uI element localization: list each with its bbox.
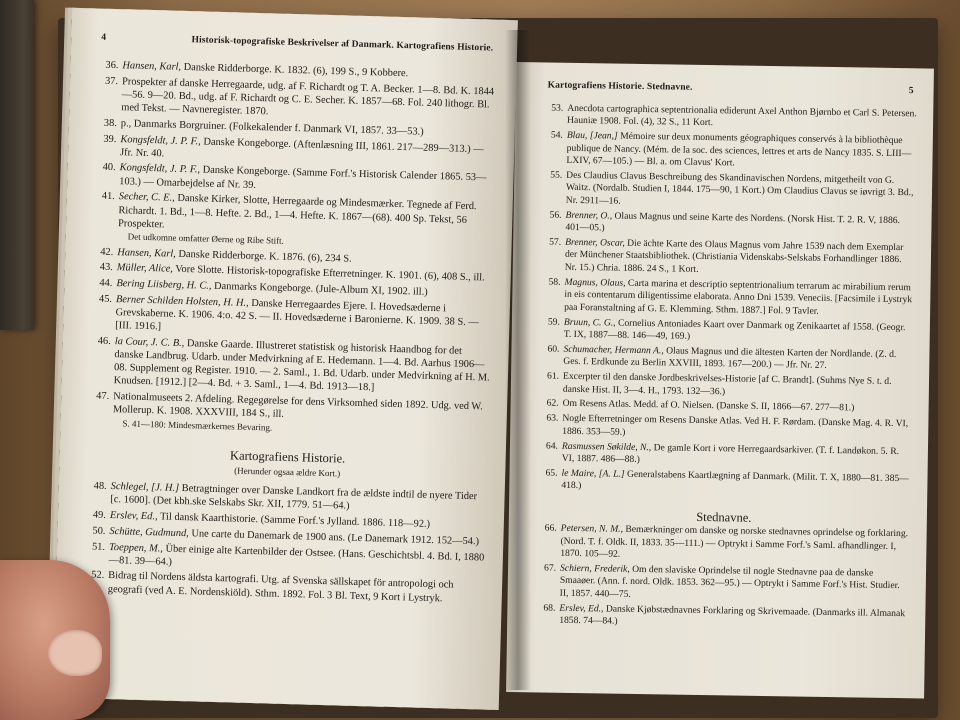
entry-text: Cornelius Antoniades Kaart over Danmark og Zenikaartet af 1558. (Geogr. T. IX, 1887—88. 146—49, 169.) bbox=[563, 317, 906, 342]
thumb bbox=[48, 630, 102, 676]
entry-number: 65. bbox=[545, 467, 558, 479]
entry-text: Carta marina et descriptio septentrionalium terrarum ac mirabilium rerum in eis contentarum diligentissime elaborata. Anno Dni 1539. Veneciis. [Facsimile i Lystryk paa Foranstaltning af G. E. Klemming. Sthm. 1887.] Fol. 9 Tavler. bbox=[564, 277, 913, 317]
entry-author: Bruun, C. G., bbox=[563, 316, 616, 329]
entry-author: Brenner, O., bbox=[565, 209, 613, 222]
entry-text: Une carte du Danemark de 1900 ans. (Le Danemark 1912. 152—54.) bbox=[191, 528, 480, 548]
bibliography-entry bbox=[536, 523, 911, 566]
entry-author: Secher, C. E., bbox=[118, 191, 175, 205]
entry-author: la Cour, J. C. B., bbox=[114, 335, 185, 349]
entry-group bbox=[535, 523, 911, 633]
entry-number: 55. bbox=[550, 169, 563, 181]
entry-text: Danske Ridderborge. K. 1832. (6), 199 S., 9 Kobbere. bbox=[183, 61, 409, 80]
entry-list bbox=[535, 102, 917, 635]
entry-number: 40. bbox=[102, 162, 116, 174]
page-number: 5 bbox=[908, 86, 914, 97]
entry-text: Danske Kjøbstædnavnes Forklaring og Skrivemaade. (Danmarks ill. Almanak 1858. 74—84.) bbox=[559, 603, 906, 627]
entry-number: 45. bbox=[98, 293, 113, 305]
bibliography-entry bbox=[539, 343, 913, 374]
entry-number: 47. bbox=[96, 390, 110, 403]
left-page-header bbox=[101, 33, 493, 54]
entry-text: Anecdota cartographica septentrionalia ediderunt Axel Anthon Bjørnbo et Carl S. Petersen. Hauniæ 1908. Fol. (4), 32 S., 11 Kort. bbox=[566, 102, 917, 129]
entry-note: Det udkomne omfatter Øerne og Ribe Stift. bbox=[127, 231, 285, 246]
entry-number: 48. bbox=[93, 480, 107, 493]
entry-text: Danske Kirker, Slotte, Herregaarde og Mindesmærker. Tegnede af Ferd. Richardt. 1. Bd., 1—8. Hefte. 2. Bd., 1—4. Hefte. K. 1867—(68). 400 Sp. Tekst, 56 Prospekter. bbox=[117, 193, 477, 231]
entry-text: Mémoire sur deux monuments géographiques conservés à la bibliothèque publique de Nancy. (Mém. de la soc. des sciences, lettres et arts de Nancy 1835. S. LIII—LXIV, 67—105.) — Bl. a. om Clavus' Kort. bbox=[566, 130, 912, 169]
entry-text: Om Resens Atlas. Medd. af O. Nielsen. (Danske S. II, 1866—67. 277—81.) bbox=[562, 398, 855, 414]
right-page bbox=[506, 62, 934, 698]
bibliography-entry bbox=[537, 467, 911, 498]
entry-number: 66. bbox=[544, 522, 557, 534]
entry-number: 37. bbox=[104, 75, 119, 87]
bibliography-entry bbox=[541, 236, 916, 279]
background-book bbox=[0, 0, 34, 330]
entry-text: De gamle Kort i vore Herregaardsarkiver. (T. f. Landøkon. 5. R. VI, 1887. 486—88.) bbox=[561, 441, 900, 466]
entry-author: Magnus, Olaus, bbox=[564, 276, 626, 289]
entry-text: Excerpter til den danske Jordbeskrivelses-Historie [af C. Brandt]. (Suhms Nye S. t. d. danske Hist. II, 3—4. H., 1793. 132—36.) bbox=[562, 370, 892, 397]
bibliography-entry bbox=[88, 390, 489, 441]
bibliography-entry bbox=[541, 209, 915, 240]
entry-text: Danske Kongeborge. (Aftenlæsning III, 1861. 217—289—313.) — Jfr. Nr. 40. bbox=[119, 136, 484, 160]
bibliography-entry bbox=[535, 602, 909, 633]
entry-number: 63. bbox=[546, 412, 559, 425]
bibliography-entry bbox=[540, 316, 914, 347]
entry-number: 42. bbox=[100, 246, 114, 258]
entry-text: Danske Ridderborge. K. 1876. (6), 234 S. bbox=[178, 248, 352, 265]
entry-text: Bemærkninger om danske og norske stednavnes oprindelse og forklaring. (Nord. T. f. Oldk. II, 1833. 35—111.) — Optrykt i Samme Forf.'s Saml. afhandlinger. I, 1870. 105—92. bbox=[560, 523, 909, 560]
entry-text: Des Claudius Clavus Beschreibung des Skandinavischen Nordens, mitgetheilt von G. Waitz. (Nordalb. Studien I, 1844. 175—90, 1 Kort.) Om Claudius Clavus se iøvrigt 3. Bd., Nr. 2911—16. bbox=[565, 169, 914, 207]
bibliography-entry bbox=[543, 102, 917, 133]
running-head: Historisk-topografiske Beskrivelser af Danmark. Kartografiens Historie. bbox=[191, 35, 494, 54]
entry-number: 41. bbox=[101, 191, 115, 203]
running-head: Kartografiens Historie. Stednavne. bbox=[547, 80, 693, 93]
entry-text: Olaus Magnus und seine Karte des Nordens. (Norsk Hist. T. 2. R. V, 1886. 401—05.) bbox=[565, 210, 901, 234]
entry-note: S. 41—180: Mindesmærkernes Bevaring. bbox=[122, 417, 273, 433]
entry-author: Schütte, Gudmund, bbox=[109, 525, 189, 540]
entry-text: Betragtninger over Danske Landkort fra de ældste indtil de nyere Tider [c. 1600]. (Det kbh.ske Selskabs Skr. XII, 1779. 51—64.) bbox=[110, 483, 478, 513]
entry-number: 67. bbox=[543, 562, 557, 574]
entry-author: Berner Schilden Holsten, H. H., bbox=[115, 293, 249, 309]
entry-number: 53. bbox=[551, 102, 564, 114]
entry-author: Müller, Alice, bbox=[116, 262, 174, 276]
entry-number: 49. bbox=[92, 509, 107, 522]
entry-number: 57. bbox=[549, 236, 562, 248]
entry-text: p., Danmarks Borgruiner. (Folkekalender f. Danmark VI, 1857. 33—53.) bbox=[120, 117, 424, 138]
entry-text: Nationalmuseets 2. Afdeling. Regegørelse for dens Virksomhed siden 1892. Udg. ved W. Mollerup. K. 1908. XXXVIII, 184 S., ill. bbox=[112, 391, 483, 421]
entry-author: Hansen, Karl, bbox=[122, 60, 182, 73]
entry-text: Über einige alte Kartenbilder der Ostsee. (Hans. Geschichtsbl. 4. Bd. I, 1880—81. 39—64.) bbox=[108, 543, 485, 568]
entry-text: Danske Kongeborge. (Samme Forf.'s Historisk Calender 1865. 53—103.) — Omarbejdelse af Nr. 39. bbox=[119, 164, 487, 191]
entry-number: 38. bbox=[103, 117, 118, 129]
entry-text: Generalstabens Kaartlægning af Danmark. (Milit. T. X, 1880—81. 385—418.) bbox=[561, 468, 909, 492]
entry-author: Petersen, N. M., bbox=[560, 522, 624, 535]
entry-author: Toeppen, M., bbox=[108, 541, 164, 555]
entry-number: 64. bbox=[545, 440, 559, 452]
bibliography-entry bbox=[542, 130, 917, 173]
left-page bbox=[53, 8, 518, 710]
entry-text: Vore Slotte. Historisk-topografiske Efterretninger. K. 1901. (6), 408 S., ill. bbox=[175, 264, 485, 284]
bibliography-entry bbox=[538, 413, 912, 444]
entry-author: Kongsfeldt, J. P. F., bbox=[120, 133, 201, 147]
right-page-header bbox=[548, 81, 914, 97]
entry-number: 39. bbox=[103, 133, 117, 145]
entry-number: 68. bbox=[543, 602, 556, 614]
bibliography-entry bbox=[536, 562, 911, 605]
bibliography-entry bbox=[94, 190, 495, 254]
entry-number: 61. bbox=[546, 370, 560, 382]
bibliography-entry bbox=[542, 169, 917, 212]
entry-number: 36. bbox=[105, 59, 119, 72]
entry-author: le Maire, [A. L.] bbox=[561, 467, 625, 480]
entry-number: 44. bbox=[99, 277, 113, 290]
entry-author: Schiern, Frederik, bbox=[559, 562, 630, 575]
entry-text: Bidrag til Nordens äldsta kartografi. Utg. af Svenska sällskapet för antropologi och geografi (ved A. E. Nordenskiöld). Sthm. 1892. Fol. 3 Bl. Text, 9 Kort i Lystryk. bbox=[107, 570, 454, 604]
entry-number: 52. bbox=[91, 569, 105, 582]
entry-group bbox=[84, 480, 487, 607]
entry-group bbox=[537, 102, 917, 498]
entry-author: Blau, [Jean,] bbox=[566, 130, 618, 142]
entry-group bbox=[88, 59, 498, 441]
entry-author: Erslev, Ed., bbox=[109, 510, 158, 523]
entry-number: 58. bbox=[548, 276, 561, 288]
section-title: Stednavne. bbox=[696, 509, 752, 525]
entry-text: Olaus Magnus und die ältesten Karten der Nordlande. (Z. d. Ges. f. Erdkunde zu Berlin XXVIII, 1893. 167—200.) — Jfr. Nr. 27. bbox=[563, 345, 897, 372]
entry-text: Prospekter af danske Herregaarde, udg. af F. Richardt og T. A. Becker. 1—8. Bd. K. 1844—56. 9—20. Bd., udg. af F. Richardt og C. E. Secher. K. 1857—68. Fol. 240 lithogr. Bl. med Tekst. — Navneregister. 1870. bbox=[121, 75, 495, 118]
entry-author: Schumacher, Hermann A., bbox=[563, 343, 664, 357]
entry-text: Nogle Efterretninger om Resens Danske Atlas. Ved H. F. Rørdam. (Danske Mag. 4. R. VI, 1886. 353—59.) bbox=[562, 413, 909, 438]
section-title: Kartografiens Historie. bbox=[229, 448, 346, 466]
entry-author: Erslev, Ed., bbox=[559, 602, 604, 615]
page-number: 4 bbox=[101, 32, 107, 43]
entry-number: 51. bbox=[91, 541, 106, 553]
entry-text: Danske Gaarde. Illustreret statistisk og historisk Haandbog for det danske Landbrug. Udarb. under Medvirkning af E. Hedemann. 1—4. Bd. Aarhus 1906—08. Supplement og Register. 1910. — 2. Saml., 1. Bd. Udarb. under Medvirkning af H. M. Knudsen. [1912.] [2—4. Bd. + 3. Saml., 1—4. Bd. 1913—18.] bbox=[113, 337, 490, 394]
entry-author: Brenner, Oscar, bbox=[565, 236, 625, 249]
bibliography-entry bbox=[538, 440, 912, 471]
entry-text: Danske Herregaardes Ejere. I. Hovedsæderne i Grevskaberne. K. 1906. 4:o. 42 S. — II. Hovedsæderne i Baronierne. K. 1909. 38 S. — [III. 1916.] bbox=[115, 297, 479, 333]
entry-text: Om den slaviske Oprindelse til nogle Stednavne paa de danske Smaaøer. (Ann. f. nord. Oldk. 1853. 362—95.) — Optrykt i Samme Forf.'s Hist. Studier. II, 1857. 440—75. bbox=[559, 563, 900, 600]
entry-number: 56. bbox=[549, 209, 562, 221]
entry-number: 43. bbox=[99, 261, 113, 274]
entry-text: Til dansk Kaarthistorie. (Samme Forf.'s Jylland. 1886. 118—92.) bbox=[159, 511, 431, 531]
entry-number: 60. bbox=[547, 343, 560, 355]
entry-number: 62. bbox=[546, 397, 559, 410]
entry-author: Hansen, Karl, bbox=[117, 246, 177, 260]
entry-number: 59. bbox=[547, 316, 561, 328]
entry-number: 46. bbox=[97, 335, 111, 347]
section-subtitle: (Herunder ogsaa ældre Kort.) bbox=[234, 465, 341, 479]
entry-text: Die ächte Karte des Olaus Magnus vom Jahre 1539 nach dem Exemplar der Münchener Staatsbibliothek. (Christiania Videnskabs-Selskabs Forhandlinger 1886. Nr. 15.) Chria. 1886. 24 S., 1 Kort. bbox=[564, 237, 904, 275]
entry-author: Rasmussen Søkilde, N., bbox=[561, 440, 652, 453]
entry-number: 50. bbox=[92, 525, 106, 537]
entry-text: Danmarks Kongeborge. (Jule-Album XI, 1902. ill.) bbox=[213, 280, 428, 298]
entry-author: Bering Liisberg, H. C., bbox=[116, 278, 212, 292]
entry-number: 54. bbox=[550, 129, 563, 142]
bibliography-entry bbox=[90, 334, 491, 398]
entry-list bbox=[84, 59, 499, 609]
entry-author: Kongsfeldt, J. P. F., bbox=[119, 162, 201, 176]
bibliography-entry bbox=[540, 276, 915, 319]
bibliography-entry bbox=[539, 371, 913, 402]
entry-author: Schlegel, [J. H.] bbox=[110, 481, 180, 495]
